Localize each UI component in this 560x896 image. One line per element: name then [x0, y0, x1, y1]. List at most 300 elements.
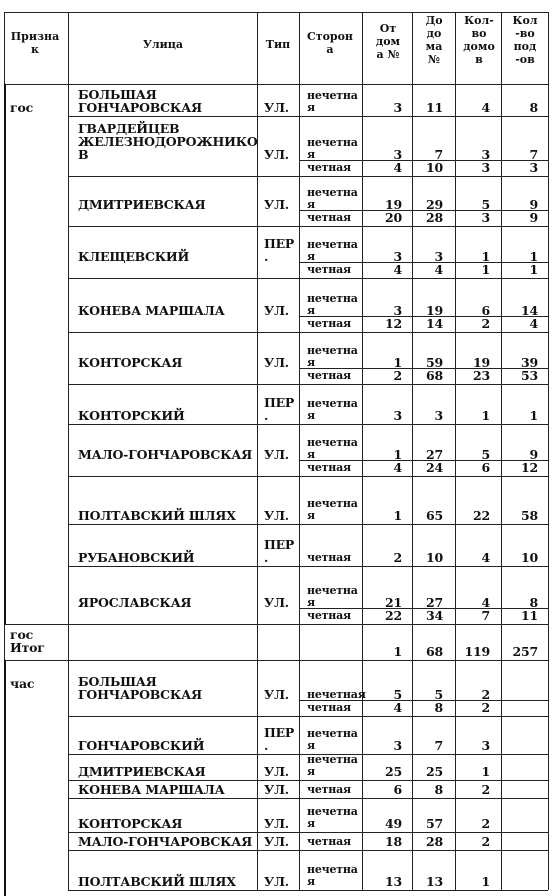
column-divider: [68, 716, 69, 754]
cell-to: 13: [426, 874, 443, 889]
column-divider: [257, 226, 258, 278]
cell-houses: 2: [481, 687, 490, 702]
column-divider: [412, 660, 413, 716]
column-divider: [299, 384, 300, 424]
side-label: нечетна: [307, 238, 358, 251]
side-label: нечетна: [307, 753, 358, 766]
column-divider: [299, 116, 300, 176]
column-divider: [68, 84, 69, 116]
side-label: четная: [307, 161, 351, 174]
header-houses-count: Кол- во домо в: [463, 14, 495, 66]
street-name: В: [78, 147, 89, 162]
column-divider: [455, 226, 456, 278]
column-divider: [362, 716, 363, 754]
column-divider: [412, 798, 413, 832]
cell-from: 5: [393, 687, 402, 702]
column-divider: [412, 278, 413, 332]
cell-houses: 7: [481, 608, 490, 623]
street-name: ПОЛТАВСКИЙ ШЛЯХ: [78, 508, 236, 523]
column-divider: [362, 754, 363, 780]
cell-houses: 5: [481, 197, 490, 212]
column-divider: [68, 754, 69, 780]
street-type: .: [264, 550, 269, 565]
row-divider: [68, 798, 548, 799]
row-divider: [68, 716, 548, 717]
column-divider: [257, 798, 258, 832]
side-label: четная: [307, 701, 351, 714]
column-divider: [68, 780, 69, 798]
column-divider: [68, 476, 69, 524]
column-divider: [455, 84, 456, 116]
cell-from: 2: [393, 368, 402, 383]
column-divider: [412, 332, 413, 384]
cell-entrances: 9: [529, 210, 538, 225]
cell-to: 10: [426, 550, 443, 565]
column-divider: [501, 476, 502, 524]
cell-from: 49: [385, 816, 402, 831]
column-divider: [548, 116, 549, 176]
column-divider: [455, 116, 456, 176]
cell-to: 65: [426, 508, 443, 523]
row-divider: [68, 424, 548, 425]
side-label: я: [307, 875, 315, 888]
cell-from: 19: [385, 197, 402, 212]
column-divider: [548, 798, 549, 832]
side-label: я: [307, 148, 315, 161]
cell-to: 7: [434, 738, 443, 753]
side-divider: [299, 160, 548, 161]
side-label: нечетна: [307, 805, 358, 818]
row-divider: [68, 890, 548, 891]
cell-to: 4: [434, 262, 443, 277]
cell-from: 4: [393, 160, 402, 175]
column-divider: [412, 566, 413, 624]
row-divider: [68, 850, 548, 851]
cell-entrances: 8: [529, 595, 538, 610]
column-divider: [501, 176, 502, 226]
cell-houses: 2: [481, 834, 490, 849]
column-divider: [257, 84, 258, 116]
street-name: БОЛЬШАЯ: [78, 674, 157, 689]
street-type: УЛ.: [264, 355, 289, 370]
column-divider: [362, 332, 363, 384]
column-divider: [362, 798, 363, 832]
column-divider: [299, 798, 300, 832]
street-name: ЯРОСЛАВСКАЯ: [78, 595, 192, 610]
header-entrances-count: Кол -во под -ов: [512, 14, 538, 66]
cell-to: 29: [426, 197, 443, 212]
street-type: .: [264, 249, 269, 264]
cell-from: 4: [393, 460, 402, 475]
cell-houses: 4: [481, 550, 490, 565]
total-from: 1: [393, 644, 402, 659]
column-divider: [501, 116, 502, 176]
cell-entrances: 3: [529, 160, 538, 175]
header-priznak: Призна к: [10, 30, 60, 56]
street-name: КОНТОРСКИЙ: [78, 408, 185, 423]
header-side: Сторон а: [307, 30, 353, 56]
cell-entrances: 8: [529, 100, 538, 115]
column-divider: [412, 780, 413, 798]
cell-to: 24: [426, 460, 443, 475]
cell-entrances: 12: [521, 460, 538, 475]
column-divider: [501, 524, 502, 566]
side-label: я: [307, 409, 315, 422]
column-divider: [412, 84, 413, 116]
total-row-top: [4, 624, 548, 625]
column-divider: [455, 798, 456, 832]
street-type: УЛ.: [264, 447, 289, 462]
cell-houses: 6: [481, 303, 490, 318]
column-divider: [299, 832, 300, 850]
cell-from: 3: [393, 408, 402, 423]
cell-houses: 5: [481, 447, 490, 462]
cell-entrances: 14: [521, 303, 538, 318]
column-divider: [257, 424, 258, 476]
column-divider: [455, 716, 456, 754]
street-name: КОНЕВА МАРШАЛА: [78, 303, 225, 318]
street-name: КОНТОРСКАЯ: [78, 816, 183, 831]
row-divider: [68, 780, 548, 781]
column-divider: [548, 476, 549, 524]
cell-from: 20: [385, 210, 402, 225]
column-divider: [412, 850, 413, 890]
column-divider: [299, 476, 300, 524]
column-divider: [412, 476, 413, 524]
column-divider: [68, 850, 69, 890]
cell-houses: 2: [481, 316, 490, 331]
side-label: нечетная: [307, 688, 366, 701]
row-divider: [68, 226, 548, 227]
street-name: КОНТОРСКАЯ: [78, 355, 183, 370]
cell-to: 59: [426, 355, 443, 370]
street-type: ПЕР: [264, 236, 295, 251]
street-name: ГОНЧАРОВСКИЙ: [78, 738, 205, 753]
cell-from: 3: [393, 100, 402, 115]
side-label: нечетна: [307, 436, 358, 449]
street-name: ДМИТРИЕВСКАЯ: [78, 197, 206, 212]
cell-to: 8: [434, 782, 443, 797]
side-label: я: [307, 304, 315, 317]
column-divider: [455, 424, 456, 476]
cell-to: 27: [426, 595, 443, 610]
cell-to: 34: [426, 608, 443, 623]
street-name: ПОЛТАВСКИЙ ШЛЯХ: [78, 874, 236, 889]
side-label: четная: [307, 263, 351, 276]
row-divider: [68, 332, 548, 333]
column-divider: [68, 832, 69, 850]
total-row-bottom: [4, 660, 548, 661]
column-divider: [501, 566, 502, 624]
side-divider: [299, 368, 548, 369]
column-divider: [299, 780, 300, 798]
side-label: нечетна: [307, 292, 358, 305]
street-type: УЛ.: [264, 508, 289, 523]
street-name: ГОНЧАРОВСКАЯ: [78, 687, 202, 702]
street-type: ПЕР: [264, 395, 295, 410]
column-divider: [455, 384, 456, 424]
column-divider: [548, 624, 549, 660]
column-divider: [455, 850, 456, 890]
column-divider: [548, 424, 549, 476]
column-divider: [299, 176, 300, 226]
header-column-divider: [362, 12, 363, 84]
column-divider: [257, 660, 258, 716]
column-divider: [362, 624, 363, 660]
column-divider: [548, 716, 549, 754]
street-name: ДМИТРИЕВСКАЯ: [78, 764, 206, 779]
column-divider: [362, 116, 363, 176]
group-label: гос: [10, 100, 34, 115]
column-divider: [501, 716, 502, 754]
total-to: 68: [426, 644, 443, 659]
cell-houses: 22: [473, 508, 490, 523]
cell-to: 28: [426, 834, 443, 849]
cell-entrances: 4: [529, 316, 538, 331]
column-divider: [362, 424, 363, 476]
column-divider: [299, 624, 300, 660]
cell-from: 1: [393, 355, 402, 370]
side-divider: [299, 700, 548, 701]
column-divider: [548, 566, 549, 624]
column-divider: [257, 624, 258, 660]
header-to-house: До до ма №: [425, 14, 443, 66]
cell-from: 22: [385, 608, 402, 623]
cell-houses: 1: [481, 408, 490, 423]
column-divider: [257, 116, 258, 176]
column-divider: [548, 524, 549, 566]
column-divider: [4, 624, 5, 660]
cell-houses: 6: [481, 460, 490, 475]
column-divider: [257, 332, 258, 384]
column-divider: [548, 278, 549, 332]
column-divider: [501, 278, 502, 332]
cell-from: 4: [393, 700, 402, 715]
cell-to: 14: [426, 316, 443, 331]
column-divider: [455, 624, 456, 660]
column-divider: [68, 624, 69, 660]
column-divider: [501, 660, 502, 716]
row-divider: [68, 566, 548, 567]
street-name: КЛЕЩЕВСКИЙ: [78, 249, 190, 264]
header-column-divider: [412, 12, 413, 84]
cell-houses: 19: [473, 355, 490, 370]
column-divider: [501, 780, 502, 798]
cell-from: 13: [385, 874, 402, 889]
column-divider: [257, 476, 258, 524]
column-divider: [412, 384, 413, 424]
column-divider: [257, 176, 258, 226]
column-divider: [501, 624, 502, 660]
cell-entrances: 1: [529, 408, 538, 423]
column-divider: [68, 384, 69, 424]
column-divider: [362, 476, 363, 524]
cell-to: 28: [426, 210, 443, 225]
street-name: КОНЕВА МАРШАЛА: [78, 782, 225, 797]
cell-to: 25: [426, 764, 443, 779]
cell-from: 18: [385, 834, 402, 849]
street-type: ПЕР: [264, 725, 295, 740]
column-divider: [501, 832, 502, 850]
column-divider: [548, 660, 549, 716]
column-divider: [548, 384, 549, 424]
street-name: МАЛО-ГОНЧАРОВСКАЯ: [78, 447, 253, 462]
side-label: четная: [307, 835, 351, 848]
cell-houses: 23: [473, 368, 490, 383]
side-label: четная: [307, 317, 351, 330]
column-divider: [257, 832, 258, 850]
side-divider: [299, 608, 548, 609]
group-label: час: [10, 676, 35, 691]
column-divider: [548, 176, 549, 226]
cell-from: 3: [393, 147, 402, 162]
street-type: УЛ.: [264, 197, 289, 212]
column-divider: [548, 84, 549, 116]
column-divider: [257, 278, 258, 332]
cell-houses: 1: [481, 262, 490, 277]
side-label: четная: [307, 551, 351, 564]
street-name: ЖЕЛЕЗНОДОРОЖНИКО: [78, 134, 258, 149]
column-divider: [257, 850, 258, 890]
column-divider: [548, 332, 549, 384]
street-name: РУБАНОВСКИЙ: [78, 550, 195, 565]
column-divider: [68, 116, 69, 176]
cell-houses: 3: [481, 738, 490, 753]
column-divider: [501, 84, 502, 116]
column-divider: [455, 176, 456, 226]
side-label: нечетна: [307, 186, 358, 199]
column-divider: [412, 176, 413, 226]
header-column-divider: [257, 12, 258, 84]
column-divider: [455, 754, 456, 780]
street-type: УЛ.: [264, 147, 289, 162]
row-divider: [68, 176, 548, 177]
street-type: .: [264, 738, 269, 753]
header-bottom-border: [4, 84, 548, 85]
column-divider: [299, 332, 300, 384]
cell-entrances: 7: [529, 147, 538, 162]
cell-from: 1: [393, 508, 402, 523]
side-label: нечетна: [307, 727, 358, 740]
cell-to: 68: [426, 368, 443, 383]
side-label: я: [307, 817, 315, 830]
column-divider: [362, 226, 363, 278]
column-divider: [362, 660, 363, 716]
header-column-divider: [299, 12, 300, 84]
side-label: я: [307, 356, 315, 369]
cell-to: 3: [434, 249, 443, 264]
street-type: УЛ.: [264, 816, 289, 831]
cell-houses: 1: [481, 249, 490, 264]
header-column-divider: [68, 12, 69, 84]
side-label: нечетна: [307, 584, 358, 597]
side-label: нечетна: [307, 497, 358, 510]
street-type: УЛ.: [264, 764, 289, 779]
side-label: нечетна: [307, 863, 358, 876]
side-label: я: [307, 596, 315, 609]
column-divider: [257, 716, 258, 754]
column-divider: [299, 84, 300, 116]
total-entrances: 257: [512, 644, 538, 659]
cell-to: 19: [426, 303, 443, 318]
row-divider: [68, 476, 548, 477]
column-divider: [501, 798, 502, 832]
column-divider: [362, 84, 363, 116]
row-divider: [68, 832, 548, 833]
cell-from: 12: [385, 316, 402, 331]
cell-houses: 1: [481, 874, 490, 889]
header-column-divider: [455, 12, 456, 84]
column-divider: [548, 832, 549, 850]
column-divider: [455, 780, 456, 798]
column-divider: [412, 754, 413, 780]
column-divider: [412, 716, 413, 754]
column-divider: [362, 780, 363, 798]
column-divider: [412, 116, 413, 176]
column-divider: [68, 524, 69, 566]
cell-houses: 3: [481, 160, 490, 175]
column-divider: [362, 176, 363, 226]
cell-entrances: 39: [521, 355, 538, 370]
street-type: УЛ.: [264, 100, 289, 115]
column-divider: [455, 832, 456, 850]
column-divider: [412, 524, 413, 566]
street-type: УЛ.: [264, 303, 289, 318]
column-divider: [455, 332, 456, 384]
column-divider: [548, 780, 549, 798]
header-type: Тип: [265, 38, 291, 51]
side-label: я: [307, 250, 315, 263]
side-label: четная: [307, 211, 351, 224]
street-type: УЛ.: [264, 687, 289, 702]
column-divider: [501, 424, 502, 476]
cell-to: 5: [434, 687, 443, 702]
cell-houses: 2: [481, 700, 490, 715]
column-divider: [299, 660, 300, 716]
cell-houses: 2: [481, 782, 490, 797]
cell-from: 3: [393, 249, 402, 264]
row-divider: [68, 384, 548, 385]
column-divider: [257, 384, 258, 424]
column-divider: [362, 278, 363, 332]
column-divider: [68, 424, 69, 476]
column-divider: [455, 278, 456, 332]
side-label: четная: [307, 609, 351, 622]
column-divider: [299, 716, 300, 754]
column-divider: [257, 754, 258, 780]
cell-from: 3: [393, 303, 402, 318]
row-divider: [68, 278, 548, 279]
column-divider: [455, 524, 456, 566]
column-divider: [455, 476, 456, 524]
side-divider: [299, 316, 548, 317]
column-divider: [412, 424, 413, 476]
column-divider: [412, 832, 413, 850]
cell-from: 21: [385, 595, 402, 610]
column-divider: [548, 850, 549, 890]
side-divider: [299, 262, 548, 263]
cell-houses: 1: [481, 764, 490, 779]
column-divider: [501, 332, 502, 384]
side-label: я: [307, 765, 315, 778]
cell-from: 4: [393, 262, 402, 277]
column-divider: [362, 850, 363, 890]
side-label: я: [307, 448, 315, 461]
column-divider: [548, 754, 549, 780]
column-divider: [257, 780, 258, 798]
group-total-label: гос: [10, 627, 34, 642]
column-divider: [362, 566, 363, 624]
